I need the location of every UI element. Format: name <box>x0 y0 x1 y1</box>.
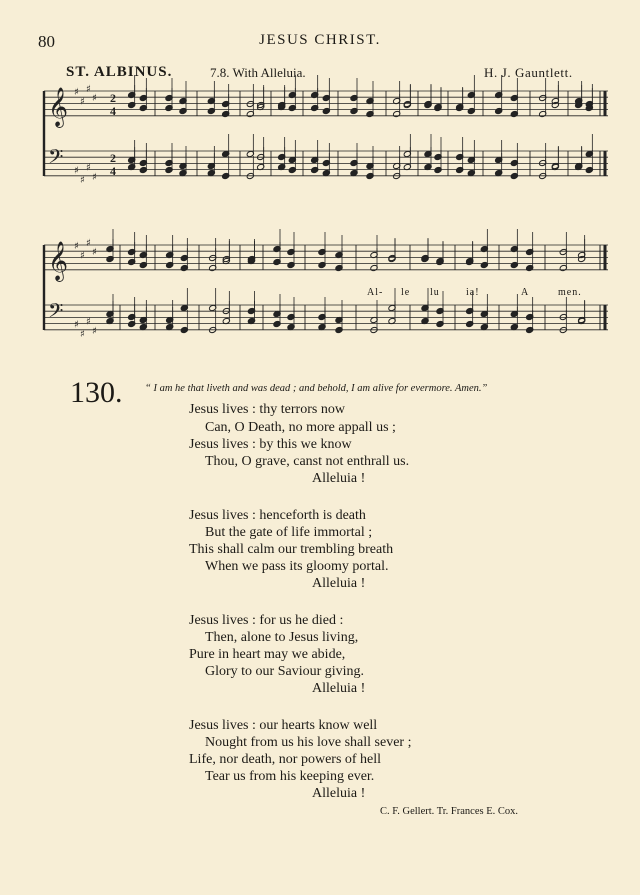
verse-line: Thou, O grave, canst not enthrall us. <box>205 454 410 469</box>
lyric-syllable: A <box>521 287 530 298</box>
time-signature: 2 <box>110 91 116 105</box>
sharp-sign: ♯ <box>86 162 91 174</box>
verse-line: Jesus lives : for us he died : <box>189 613 344 628</box>
sharp-sign: ♯ <box>80 250 85 262</box>
verse-line: Jesus lives : by this we know <box>189 437 352 452</box>
verse-line: Alleluia ! <box>312 681 366 696</box>
verse-line: Jesus lives : thy terrors now <box>189 402 345 417</box>
sharp-sign: ♯ <box>92 325 97 337</box>
scripture-epigraph: “ I am he that liveth and was dead ; and behold, I am alive for evermore. Amen.” <box>145 383 488 394</box>
verse-line: Alleluia ! <box>312 471 366 486</box>
sharp-sign: ♯ <box>92 171 97 183</box>
verse-line: Alleluia ! <box>312 786 366 801</box>
verse-line: Pure in heart may we abide, <box>189 647 346 662</box>
sharp-sign: ♯ <box>86 316 91 328</box>
time-signature: 4 <box>110 104 116 118</box>
lyric-syllable: ia! <box>466 287 480 298</box>
sharp-sign: ♯ <box>80 328 85 340</box>
verse-line: Alleluia ! <box>312 576 366 591</box>
verse-line: When we pass its gloomy portal. <box>205 559 389 574</box>
lyric-syllable: Al- <box>367 287 384 298</box>
time-signature: 4 <box>110 164 116 178</box>
verse-line: Jesus lives : our hearts know well <box>189 718 378 733</box>
verse-line: Life, nor death, nor powers of hell <box>189 752 382 767</box>
bass-clef: 𝄢 <box>48 299 64 327</box>
verse-line: Jesus lives : henceforth is death <box>189 508 366 523</box>
page-number: 80 <box>38 32 55 51</box>
sharp-sign: ♯ <box>80 174 85 186</box>
hymn-number: 130. <box>70 376 123 409</box>
verse-line: Then, alone to Jesus living, <box>205 630 359 645</box>
running-head: JESUS CHRIST. <box>259 32 381 48</box>
verse-line: But the gate of life immortal ; <box>205 525 373 540</box>
sharp-sign: ♯ <box>74 319 79 331</box>
composer-credit: H. J. Gauntlett. <box>484 65 573 80</box>
sharp-sign: ♯ <box>80 96 85 108</box>
time-signature: 2 <box>110 151 116 165</box>
verse-line: Glory to our Saviour giving. <box>205 664 365 679</box>
sharp-sign: ♯ <box>74 87 79 98</box>
treble-clef: 𝄞 <box>48 241 69 281</box>
lyric-syllable: lu <box>430 287 440 298</box>
sharp-sign: ♯ <box>86 83 91 95</box>
treble-clef: 𝄞 <box>48 87 69 127</box>
verse-line: This shall calm our trembling breath <box>189 542 394 557</box>
lyric-syllable: le <box>401 287 411 298</box>
tune-meter: 7.8. With Alleluia. <box>210 65 306 80</box>
sharp-sign: ♯ <box>74 241 79 252</box>
tune-name: ST. ALBINUS. <box>66 64 173 80</box>
lyric-syllable: men. <box>558 287 582 298</box>
author-translator-credit: C. F. Gellert. Tr. Frances E. Cox. <box>380 806 518 817</box>
sharp-sign: ♯ <box>74 165 79 177</box>
clefs <box>48 84 116 340</box>
sharp-sign: ♯ <box>92 93 97 105</box>
verse-line: Can, O Death, no more appall us ; <box>205 420 396 435</box>
verse-line: Nought from us his love shall sever ; <box>205 735 412 750</box>
sharp-sign: ♯ <box>86 237 91 249</box>
music-score <box>0 0 640 370</box>
verse-line: Tear us from his keeping ever. <box>205 769 375 784</box>
sharp-sign: ♯ <box>92 247 97 259</box>
bass-clef: 𝄢 <box>48 145 64 173</box>
